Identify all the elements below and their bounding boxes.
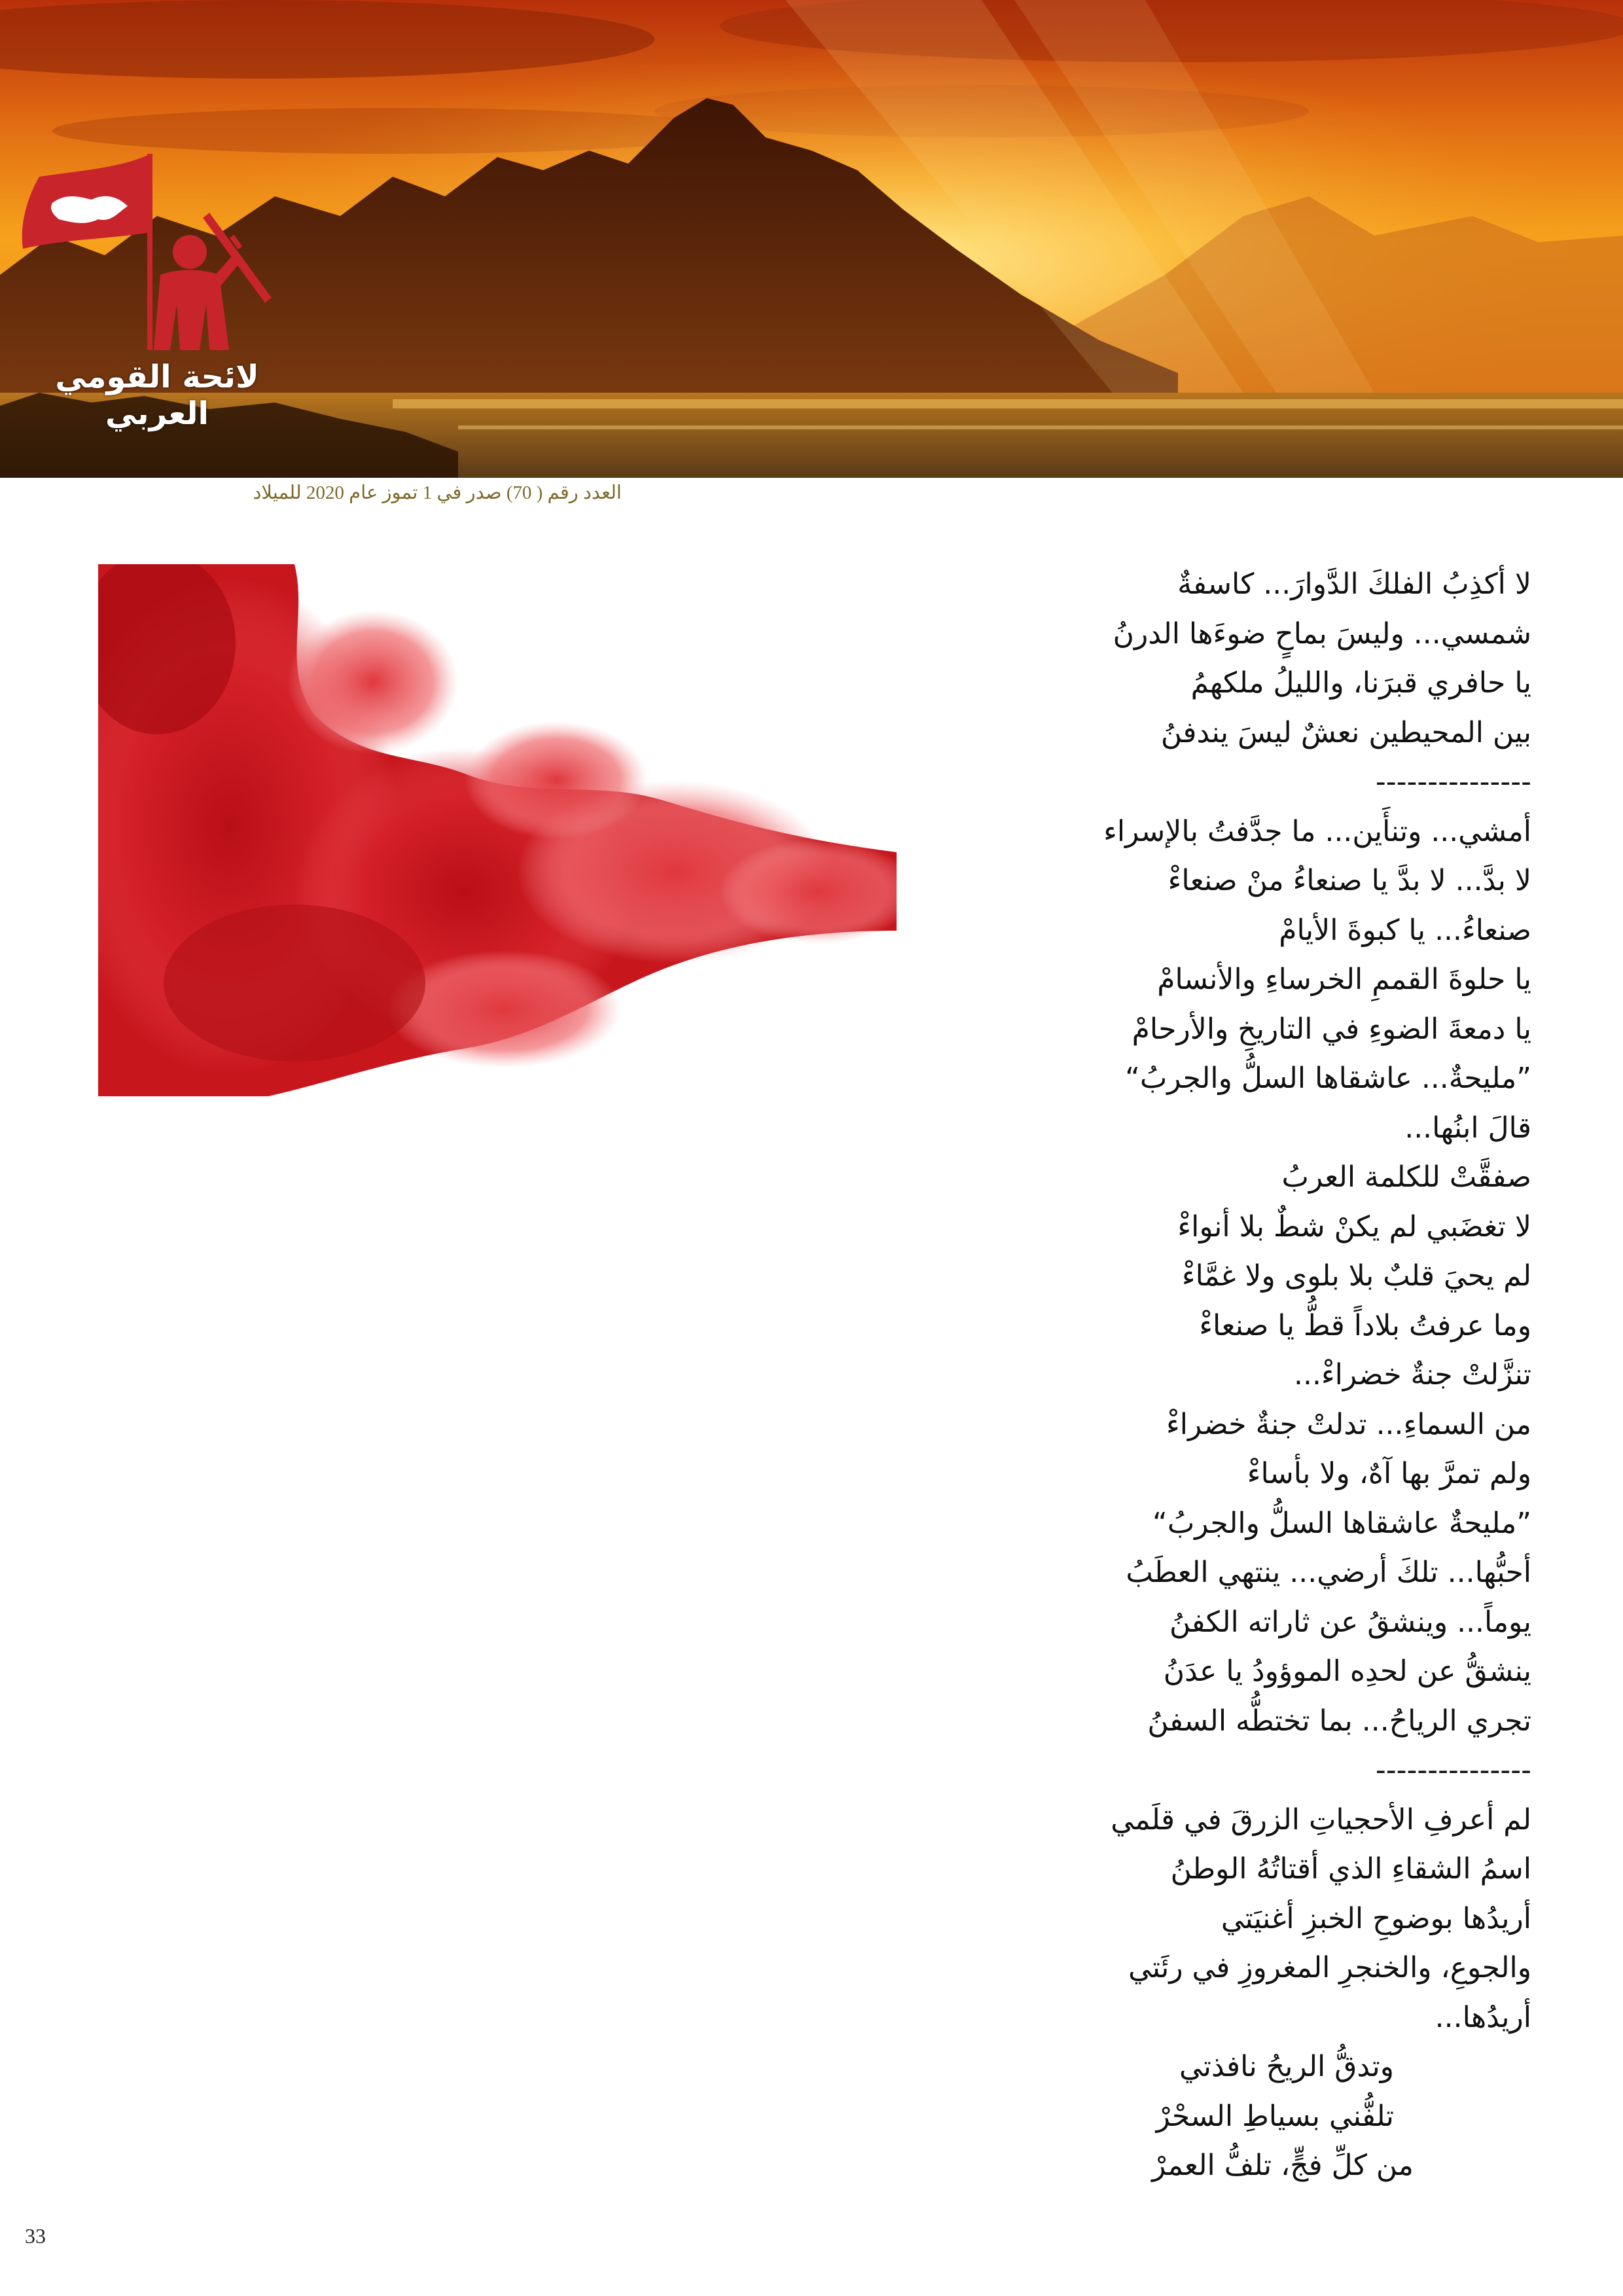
issue-line: العدد رقم ( 70) صدر في 1 تموز عام 2020 للميلاد [253,482,622,503]
poem-line: صنعاءُ... يا كبوةَ الأيامْ [1279,913,1531,947]
poem-line: صفقَّتْ للكلمة العربُ [1281,1160,1531,1194]
poem-line: يا دمعةَ الضوءِ في التاريخِ والأرحامْ [1132,1012,1531,1046]
poem-line: أمشي... وتنأَين... ما جدَّفتُ بالإسراء [1103,814,1531,848]
poem-line: والجوعِ، والخنجرِ المغروزِ في رئَتي [1128,1951,1531,1984]
poem-line: تنزَّلتْ جنةٌ خضراءْ... [1294,1358,1531,1391]
poem-line: يوماً... وينشقُ عن ثاراته الكفنُ [1169,1605,1531,1639]
poem-line: بين المحيطين نعشٌ ليسَ يندفنُ [1160,715,1531,749]
poem-line: أحبُّها... تلكَ أرضي... ينتهي العطَبُ [1126,1556,1531,1589]
poem-line: اسمُ الشقاءِ الذي أقتاتُهُ الوطنُ [1170,1852,1531,1886]
poem-line: شمسي... وليسَ بماحٍ ضوءَها الدرنُ [1113,617,1531,651]
poem-line: ينشقُّ عن لحدِه الموؤودُ يا عدَنُ [1163,1655,1531,1688]
poem-line: ”مليحةٌ عاشقاها السلُّ والجربُ“ [1152,1506,1531,1540]
poem-line: ”مليحةٌ... عاشقاها السلُّ والجربُ“ [1125,1062,1531,1095]
poem-separator: --------------- [1375,765,1531,798]
poem-line: يا حلوةَ القممِ الخرساءِ والأنسامْ [1157,963,1531,996]
poem-line: تجري الرياحُ... بما تختطُّه السفنُ [1147,1704,1531,1738]
poem-line: ولم تمرَّ بها آهٌ، ولا بأساءْ [1247,1457,1531,1490]
poem-text [1021,560,1531,2191]
page-number: 33 [25,2224,46,2248]
poem-line: أريدُها بوضوحِ الخبزِ أغنيَتي [1221,1901,1531,1935]
poem-line: وما عرفتُ بلاداً قطُّ يا صنعاءْ [1199,1308,1531,1342]
poem-line: قالَ ابنُها... [1404,1111,1531,1145]
poem-line: من السماءِ... تدلتْ جنةٌ خضراءْ [1166,1407,1531,1441]
poem-line: يا حافري قبرَنا، والليلُ ملكهمُ [1190,666,1531,700]
poem-line: أريدُها... [1435,2000,1531,2034]
poem-line: لا تغضَبي لم يكنْ شطٌ بلا أنواءْ [1177,1210,1531,1244]
logo-text: لائحة القومي العربي [55,359,259,432]
poem-line: تلفُّني بسياطِ السحْرْ [1156,2099,1394,2133]
poem-line: من كلِّ فجٍّ، تلفُّ العمرْ [1152,2149,1414,2182]
poem-line: لم أعرفِ الأحجياتِ الزرقَ في قلَمي [1111,1803,1531,1837]
header-banner [0,0,1623,478]
poem-separator: --------------- [1375,1753,1531,1787]
red-ink-cloud-icon [98,564,897,1096]
poem-line: لا أكذِبُ الفلكَ الدَّوارَ... كاسفةٌ [1177,567,1531,601]
poem-line: لا بدَّ... لا بدَّ يا صنعاءُ منْ صنعاءْ [1168,864,1531,897]
poem-line: وتدقُّ الريحُ نافذتي [1179,2050,1394,2083]
poem-line: لم يحيَ قلبٌ بلا بلوى ولا غمَّاءْ [1181,1259,1531,1293]
